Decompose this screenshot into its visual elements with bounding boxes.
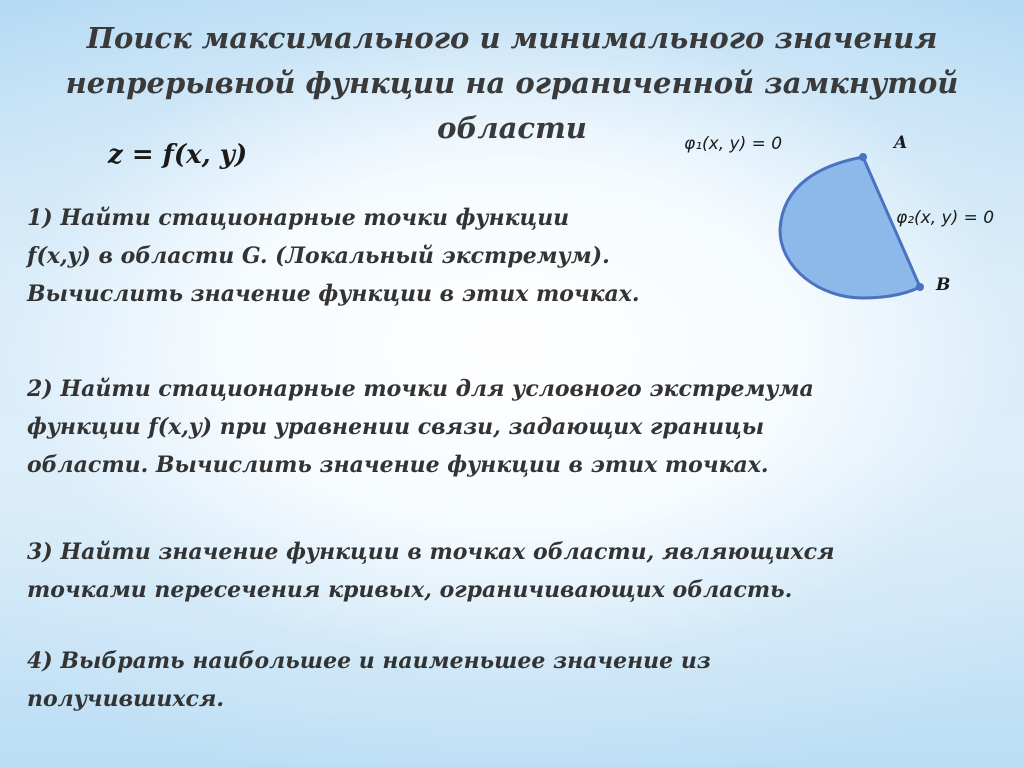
step-3-line-2: точками пересечения кривых, ограничивающих область. (27, 577, 793, 603)
step-2 (27, 370, 814, 484)
point-a-label: A (894, 133, 908, 153)
step-1-line-3: Вычислить значение функции в этих точках. (27, 281, 640, 307)
title-line-2: непрерывной функции на ограниченной замкнутой (65, 66, 959, 100)
phi2-label: φ₂(x, y) = 0 (896, 208, 995, 228)
region-diagram (660, 120, 1024, 310)
title-line-1: Поиск максимального и минимального значения (86, 21, 938, 55)
point-a-marker (859, 153, 867, 161)
region-diagram-svg (660, 120, 1024, 310)
step-3-line-1: 3) Найти значение функции в точках области, являющихся (27, 539, 835, 565)
step-3 (27, 533, 835, 609)
point-b-label: B (936, 275, 951, 295)
step-2-line-1: 2) Найти стационарные точки для условного экстремума (27, 376, 814, 402)
step-4 (27, 642, 711, 718)
title-line-3: области (437, 111, 587, 145)
step-1-line-2: f(x,y) в области G. (Локальный экстремум). (27, 243, 610, 269)
step-4-line-2: получившихся. (27, 686, 225, 712)
point-b-marker (916, 283, 924, 291)
step-4-line-1: 4) Выбрать наибольшее и наименьшее значение из (27, 648, 711, 674)
function-formula: z = f(x, y) (108, 140, 248, 170)
step-2-line-2: функции f(x,y) при уравнении связи, задающих границы (27, 414, 765, 440)
step-1-line-1: 1) Найти стационарные точки функции (27, 205, 570, 231)
step-2-line-3: области. Вычислить значение функции в этих точках. (27, 452, 769, 478)
step-1 (27, 199, 640, 313)
phi1-label: φ₁(x, y) = 0 (684, 134, 783, 154)
